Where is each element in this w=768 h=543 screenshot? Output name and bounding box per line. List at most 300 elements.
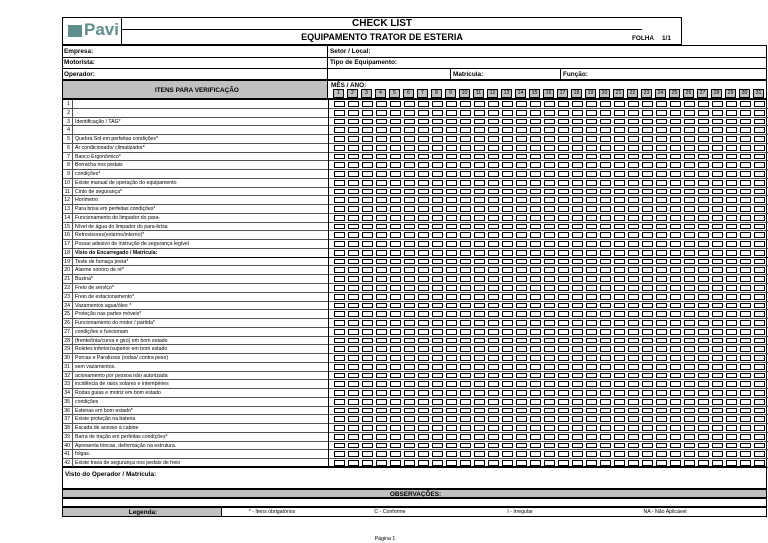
check-cell[interactable] xyxy=(362,250,373,256)
check-cell[interactable] xyxy=(376,399,387,405)
check-cell[interactable] xyxy=(642,259,653,265)
check-cell[interactable] xyxy=(628,110,639,116)
check-cell[interactable] xyxy=(698,294,709,300)
check-cell[interactable] xyxy=(712,381,723,387)
check-cell[interactable] xyxy=(698,232,709,238)
check-cell[interactable] xyxy=(740,127,751,133)
check-cell[interactable] xyxy=(670,206,681,212)
check-cell[interactable] xyxy=(460,364,471,370)
check-cell[interactable] xyxy=(670,373,681,379)
check-cell[interactable] xyxy=(712,171,723,177)
check-cell[interactable] xyxy=(558,259,569,265)
check-cell[interactable] xyxy=(656,250,667,256)
check-cell[interactable] xyxy=(348,285,359,291)
check-cell[interactable] xyxy=(390,373,401,379)
check-cell[interactable] xyxy=(614,145,625,151)
check-cell[interactable] xyxy=(362,451,373,457)
check-cell[interactable] xyxy=(446,119,457,125)
check-cell[interactable] xyxy=(362,154,373,160)
check-cell[interactable] xyxy=(474,346,485,352)
check-cell[interactable] xyxy=(656,119,667,125)
check-cell[interactable] xyxy=(558,127,569,133)
check-cell[interactable] xyxy=(712,425,723,431)
check-cell[interactable] xyxy=(390,154,401,160)
check-cell[interactable] xyxy=(712,408,723,414)
check-cell[interactable] xyxy=(642,189,653,195)
check-cell[interactable] xyxy=(516,408,527,414)
check-cell[interactable] xyxy=(404,460,415,466)
check-cell[interactable] xyxy=(488,180,499,186)
check-cell[interactable] xyxy=(614,136,625,142)
check-cell[interactable] xyxy=(684,311,695,317)
check-cell[interactable] xyxy=(614,320,625,326)
check-cell[interactable] xyxy=(698,373,709,379)
check-cell[interactable] xyxy=(530,259,541,265)
check-cell[interactable] xyxy=(628,451,639,457)
check-cell[interactable] xyxy=(362,259,373,265)
check-cell[interactable] xyxy=(586,267,597,273)
check-cell[interactable] xyxy=(348,224,359,230)
check-cell[interactable] xyxy=(698,303,709,309)
check-cell[interactable] xyxy=(516,180,527,186)
check-cell[interactable] xyxy=(614,416,625,422)
check-cell[interactable] xyxy=(488,276,499,282)
check-cell[interactable] xyxy=(698,443,709,449)
check-cell[interactable] xyxy=(474,285,485,291)
check-cell[interactable] xyxy=(502,206,513,212)
check-cell[interactable] xyxy=(334,127,345,133)
check-cell[interactable] xyxy=(740,180,751,186)
check-cell[interactable] xyxy=(586,390,597,396)
check-cell[interactable] xyxy=(418,381,429,387)
check-cell[interactable] xyxy=(698,311,709,317)
check-cell[interactable] xyxy=(740,162,751,168)
check-cell[interactable] xyxy=(404,373,415,379)
check-cell[interactable] xyxy=(712,285,723,291)
check-cell[interactable] xyxy=(544,171,555,177)
check-cell[interactable] xyxy=(600,311,611,317)
check-cell[interactable] xyxy=(418,285,429,291)
check-cell[interactable] xyxy=(544,267,555,273)
check-cell[interactable] xyxy=(530,311,541,317)
check-cell[interactable] xyxy=(600,232,611,238)
check-cell[interactable] xyxy=(376,303,387,309)
check-cell[interactable] xyxy=(712,215,723,221)
check-cell[interactable] xyxy=(446,224,457,230)
check-cell[interactable] xyxy=(530,294,541,300)
check-cell[interactable] xyxy=(502,127,513,133)
check-cell[interactable] xyxy=(754,373,765,379)
check-cell[interactable] xyxy=(488,232,499,238)
check-cell[interactable] xyxy=(362,329,373,335)
check-cell[interactable] xyxy=(726,451,737,457)
check-cell[interactable] xyxy=(642,355,653,361)
check-cell[interactable] xyxy=(740,259,751,265)
check-cell[interactable] xyxy=(712,390,723,396)
check-cell[interactable] xyxy=(600,110,611,116)
check-cell[interactable] xyxy=(362,460,373,466)
check-cell[interactable] xyxy=(460,119,471,125)
check-cell[interactable] xyxy=(418,206,429,212)
check-cell[interactable] xyxy=(348,171,359,177)
check-cell[interactable] xyxy=(530,355,541,361)
check-cell[interactable] xyxy=(376,338,387,344)
check-cell[interactable] xyxy=(628,329,639,335)
check-cell[interactable] xyxy=(502,460,513,466)
check-cell[interactable] xyxy=(446,320,457,326)
check-cell[interactable] xyxy=(558,189,569,195)
check-cell[interactable] xyxy=(432,434,443,440)
check-cell[interactable] xyxy=(446,373,457,379)
check-cell[interactable] xyxy=(474,250,485,256)
check-cell[interactable] xyxy=(614,224,625,230)
check-cell[interactable] xyxy=(600,381,611,387)
check-cell[interactable] xyxy=(544,250,555,256)
check-cell[interactable] xyxy=(474,171,485,177)
check-cell[interactable] xyxy=(334,390,345,396)
check-cell[interactable] xyxy=(684,224,695,230)
check-cell[interactable] xyxy=(698,425,709,431)
check-cell[interactable] xyxy=(418,303,429,309)
check-cell[interactable] xyxy=(698,364,709,370)
check-cell[interactable] xyxy=(488,425,499,431)
check-cell[interactable] xyxy=(558,355,569,361)
check-cell[interactable] xyxy=(670,224,681,230)
check-cell[interactable] xyxy=(404,145,415,151)
check-cell[interactable] xyxy=(698,206,709,212)
check-cell[interactable] xyxy=(376,215,387,221)
check-cell[interactable] xyxy=(572,381,583,387)
check-cell[interactable] xyxy=(334,303,345,309)
check-cell[interactable] xyxy=(558,101,569,107)
check-cell[interactable] xyxy=(460,346,471,352)
check-cell[interactable] xyxy=(614,329,625,335)
check-cell[interactable] xyxy=(432,381,443,387)
check-cell[interactable] xyxy=(614,259,625,265)
check-cell[interactable] xyxy=(712,259,723,265)
check-cell[interactable] xyxy=(334,408,345,414)
check-cell[interactable] xyxy=(600,241,611,247)
check-cell[interactable] xyxy=(446,154,457,160)
check-cell[interactable] xyxy=(642,373,653,379)
check-cell[interactable] xyxy=(334,171,345,177)
check-cell[interactable] xyxy=(754,241,765,247)
check-cell[interactable] xyxy=(334,311,345,317)
check-cell[interactable] xyxy=(530,460,541,466)
check-cell[interactable] xyxy=(656,425,667,431)
check-cell[interactable] xyxy=(334,434,345,440)
check-cell[interactable] xyxy=(516,189,527,195)
check-cell[interactable] xyxy=(446,451,457,457)
check-cell[interactable] xyxy=(362,381,373,387)
check-cell[interactable] xyxy=(684,451,695,457)
check-cell[interactable] xyxy=(656,180,667,186)
check-cell[interactable] xyxy=(600,329,611,335)
check-cell[interactable] xyxy=(530,241,541,247)
check-cell[interactable] xyxy=(418,154,429,160)
check-cell[interactable] xyxy=(614,381,625,387)
check-cell[interactable] xyxy=(530,399,541,405)
check-cell[interactable] xyxy=(460,241,471,247)
check-cell[interactable] xyxy=(334,145,345,151)
check-cell[interactable] xyxy=(628,162,639,168)
check-cell[interactable] xyxy=(488,294,499,300)
check-cell[interactable] xyxy=(572,215,583,221)
check-cell[interactable] xyxy=(684,408,695,414)
check-cell[interactable] xyxy=(726,408,737,414)
check-cell[interactable] xyxy=(670,399,681,405)
check-cell[interactable] xyxy=(558,215,569,221)
check-cell[interactable] xyxy=(432,294,443,300)
check-cell[interactable] xyxy=(446,171,457,177)
check-cell[interactable] xyxy=(726,224,737,230)
check-cell[interactable] xyxy=(614,215,625,221)
check-cell[interactable] xyxy=(698,267,709,273)
check-cell[interactable] xyxy=(460,443,471,449)
check-cell[interactable] xyxy=(362,136,373,142)
check-cell[interactable] xyxy=(334,197,345,203)
check-cell[interactable] xyxy=(530,276,541,282)
check-cell[interactable] xyxy=(670,311,681,317)
check-cell[interactable] xyxy=(502,224,513,230)
check-cell[interactable] xyxy=(390,101,401,107)
check-cell[interactable] xyxy=(516,416,527,422)
check-cell[interactable] xyxy=(502,259,513,265)
check-cell[interactable] xyxy=(460,197,471,203)
check-cell[interactable] xyxy=(600,171,611,177)
check-cell[interactable] xyxy=(488,224,499,230)
check-cell[interactable] xyxy=(754,434,765,440)
check-cell[interactable] xyxy=(558,311,569,317)
check-cell[interactable] xyxy=(530,320,541,326)
check-cell[interactable] xyxy=(348,329,359,335)
check-cell[interactable] xyxy=(656,346,667,352)
check-cell[interactable] xyxy=(390,171,401,177)
check-cell[interactable] xyxy=(488,451,499,457)
check-cell[interactable] xyxy=(586,127,597,133)
check-cell[interactable] xyxy=(544,303,555,309)
check-cell[interactable] xyxy=(642,197,653,203)
check-cell[interactable] xyxy=(614,154,625,160)
check-cell[interactable] xyxy=(670,241,681,247)
check-cell[interactable] xyxy=(614,425,625,431)
check-cell[interactable] xyxy=(432,241,443,247)
check-cell[interactable] xyxy=(558,241,569,247)
check-cell[interactable] xyxy=(502,101,513,107)
check-cell[interactable] xyxy=(642,162,653,168)
check-cell[interactable] xyxy=(334,460,345,466)
check-cell[interactable] xyxy=(628,346,639,352)
tipo-equipamento-field[interactable]: Tipo de Equipamento: xyxy=(330,59,397,66)
check-cell[interactable] xyxy=(712,136,723,142)
check-cell[interactable] xyxy=(362,311,373,317)
check-cell[interactable] xyxy=(404,443,415,449)
check-cell[interactable] xyxy=(474,373,485,379)
check-cell[interactable] xyxy=(446,460,457,466)
check-cell[interactable] xyxy=(432,136,443,142)
check-cell[interactable] xyxy=(656,276,667,282)
check-cell[interactable] xyxy=(572,267,583,273)
check-cell[interactable] xyxy=(530,434,541,440)
check-cell[interactable] xyxy=(502,294,513,300)
check-cell[interactable] xyxy=(376,189,387,195)
check-cell[interactable] xyxy=(670,381,681,387)
check-cell[interactable] xyxy=(586,408,597,414)
check-cell[interactable] xyxy=(502,119,513,125)
check-cell[interactable] xyxy=(334,451,345,457)
check-cell[interactable] xyxy=(726,399,737,405)
check-cell[interactable] xyxy=(600,197,611,203)
check-cell[interactable] xyxy=(474,259,485,265)
check-cell[interactable] xyxy=(754,136,765,142)
check-cell[interactable] xyxy=(684,197,695,203)
check-cell[interactable] xyxy=(348,443,359,449)
check-cell[interactable] xyxy=(502,399,513,405)
check-cell[interactable] xyxy=(656,381,667,387)
check-cell[interactable] xyxy=(404,294,415,300)
check-cell[interactable] xyxy=(362,119,373,125)
check-cell[interactable] xyxy=(600,127,611,133)
check-cell[interactable] xyxy=(502,443,513,449)
check-cell[interactable] xyxy=(586,206,597,212)
check-cell[interactable] xyxy=(432,416,443,422)
check-cell[interactable] xyxy=(712,399,723,405)
check-cell[interactable] xyxy=(516,329,527,335)
check-cell[interactable] xyxy=(404,206,415,212)
check-cell[interactable] xyxy=(488,346,499,352)
check-cell[interactable] xyxy=(404,276,415,282)
check-cell[interactable] xyxy=(670,267,681,273)
check-cell[interactable] xyxy=(600,425,611,431)
check-cell[interactable] xyxy=(600,408,611,414)
check-cell[interactable] xyxy=(530,303,541,309)
check-cell[interactable] xyxy=(642,110,653,116)
check-cell[interactable] xyxy=(740,460,751,466)
check-cell[interactable] xyxy=(642,329,653,335)
check-cell[interactable] xyxy=(544,285,555,291)
check-cell[interactable] xyxy=(446,276,457,282)
check-cell[interactable] xyxy=(446,101,457,107)
check-cell[interactable] xyxy=(656,338,667,344)
check-cell[interactable] xyxy=(418,215,429,221)
check-cell[interactable] xyxy=(390,215,401,221)
check-cell[interactable] xyxy=(628,443,639,449)
check-cell[interactable] xyxy=(432,119,443,125)
check-cell[interactable] xyxy=(572,416,583,422)
check-cell[interactable] xyxy=(614,180,625,186)
check-cell[interactable] xyxy=(572,145,583,151)
check-cell[interactable] xyxy=(698,136,709,142)
check-cell[interactable] xyxy=(586,311,597,317)
check-cell[interactable] xyxy=(670,329,681,335)
check-cell[interactable] xyxy=(474,311,485,317)
check-cell[interactable] xyxy=(432,127,443,133)
check-cell[interactable] xyxy=(586,425,597,431)
check-cell[interactable] xyxy=(740,241,751,247)
check-cell[interactable] xyxy=(558,399,569,405)
check-cell[interactable] xyxy=(376,241,387,247)
check-cell[interactable] xyxy=(446,303,457,309)
check-cell[interactable] xyxy=(712,355,723,361)
check-cell[interactable] xyxy=(600,399,611,405)
check-cell[interactable] xyxy=(712,250,723,256)
check-cell[interactable] xyxy=(390,294,401,300)
check-cell[interactable] xyxy=(334,373,345,379)
check-cell[interactable] xyxy=(376,329,387,335)
check-cell[interactable] xyxy=(502,171,513,177)
check-cell[interactable] xyxy=(460,425,471,431)
check-cell[interactable] xyxy=(740,303,751,309)
check-cell[interactable] xyxy=(446,390,457,396)
check-cell[interactable] xyxy=(362,197,373,203)
check-cell[interactable] xyxy=(334,119,345,125)
check-cell[interactable] xyxy=(446,232,457,238)
check-cell[interactable] xyxy=(488,241,499,247)
check-cell[interactable] xyxy=(390,338,401,344)
check-cell[interactable] xyxy=(558,110,569,116)
check-cell[interactable] xyxy=(712,267,723,273)
check-cell[interactable] xyxy=(684,285,695,291)
check-cell[interactable] xyxy=(544,145,555,151)
check-cell[interactable] xyxy=(376,250,387,256)
check-cell[interactable] xyxy=(726,127,737,133)
check-cell[interactable] xyxy=(460,232,471,238)
check-cell[interactable] xyxy=(684,460,695,466)
check-cell[interactable] xyxy=(754,320,765,326)
check-cell[interactable] xyxy=(712,206,723,212)
check-cell[interactable] xyxy=(684,241,695,247)
check-cell[interactable] xyxy=(572,451,583,457)
check-cell[interactable] xyxy=(334,250,345,256)
check-cell[interactable] xyxy=(446,136,457,142)
check-cell[interactable] xyxy=(586,373,597,379)
check-cell[interactable] xyxy=(628,434,639,440)
check-cell[interactable] xyxy=(404,311,415,317)
check-cell[interactable] xyxy=(362,215,373,221)
check-cell[interactable] xyxy=(432,338,443,344)
check-cell[interactable] xyxy=(572,259,583,265)
check-cell[interactable] xyxy=(558,416,569,422)
check-cell[interactable] xyxy=(712,110,723,116)
check-cell[interactable] xyxy=(376,451,387,457)
check-cell[interactable] xyxy=(474,443,485,449)
check-cell[interactable] xyxy=(362,434,373,440)
check-cell[interactable] xyxy=(502,338,513,344)
check-cell[interactable] xyxy=(418,443,429,449)
check-cell[interactable] xyxy=(726,311,737,317)
check-cell[interactable] xyxy=(446,110,457,116)
check-cell[interactable] xyxy=(348,145,359,151)
check-cell[interactable] xyxy=(726,180,737,186)
check-cell[interactable] xyxy=(600,136,611,142)
check-cell[interactable] xyxy=(740,311,751,317)
check-cell[interactable] xyxy=(418,364,429,370)
check-cell[interactable] xyxy=(712,154,723,160)
check-cell[interactable] xyxy=(544,215,555,221)
check-cell[interactable] xyxy=(558,346,569,352)
check-cell[interactable] xyxy=(362,241,373,247)
check-cell[interactable] xyxy=(600,180,611,186)
check-cell[interactable] xyxy=(628,285,639,291)
check-cell[interactable] xyxy=(712,311,723,317)
check-cell[interactable] xyxy=(418,259,429,265)
check-cell[interactable] xyxy=(684,303,695,309)
check-cell[interactable] xyxy=(502,215,513,221)
check-cell[interactable] xyxy=(600,294,611,300)
check-cell[interactable] xyxy=(628,399,639,405)
check-cell[interactable] xyxy=(334,101,345,107)
check-cell[interactable] xyxy=(656,294,667,300)
